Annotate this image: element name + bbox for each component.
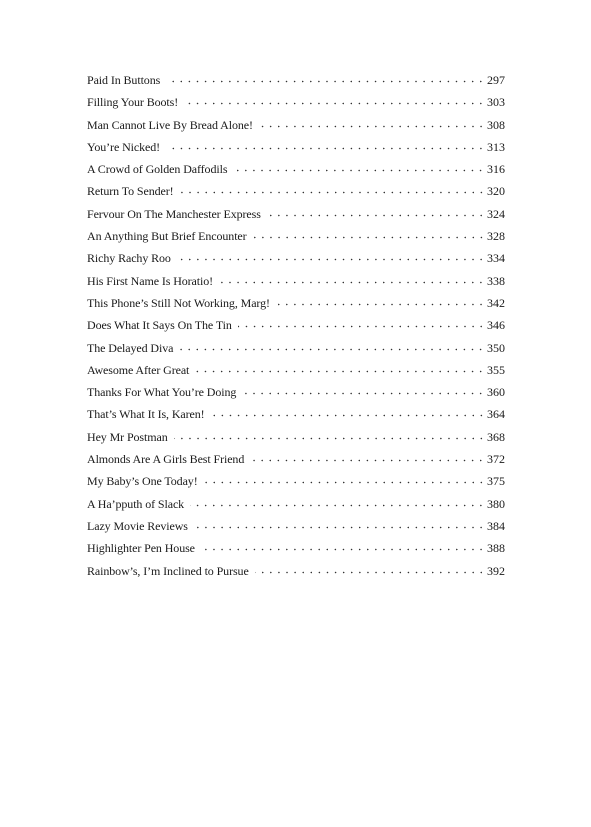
toc-entry-page-number: 297 [487, 73, 505, 87]
dot-leader [233, 160, 485, 174]
toc-entry-page-number: 364 [487, 407, 505, 422]
toc-entry [87, 315, 505, 337]
toc-entry [87, 360, 505, 382]
toc-entry-title: Paid In Buttons [87, 73, 161, 87]
toc-entry-title: Fervour On The Manchester Express [87, 206, 261, 221]
toc-entry-title: Return To Sender! [87, 184, 174, 199]
toc-entry-title: Man Cannot Live By Bread Alone! [87, 117, 253, 132]
toc-entry-page-number: 313 [487, 139, 505, 154]
toc-entry-title: Richy Rachy Roo [87, 251, 171, 266]
toc-entry-title: My Baby’s One Today! [87, 474, 198, 489]
toc-entry [87, 226, 505, 248]
toc-entry-page-number: 350 [487, 340, 505, 355]
toc-entry [87, 561, 505, 583]
toc-entry [87, 137, 505, 159]
dot-leader [177, 249, 485, 263]
table-of-contents [87, 70, 505, 583]
toc-entry-title: The Delayed Diva [87, 340, 174, 355]
toc-entry-title: A Ha’pputh of Slack [87, 496, 185, 511]
dot-leader [238, 316, 485, 330]
toc-entry [87, 248, 505, 270]
toc-entry-title: His First Name Is Horatio! [87, 273, 214, 288]
dot-leader [259, 116, 485, 130]
toc-entry-title: You’re Nicked! [87, 139, 161, 154]
dot-leader [253, 227, 485, 241]
toc-entry-page-number: 368 [487, 429, 505, 444]
dot-leader [184, 93, 485, 107]
toc-entry-page-number: 384 [487, 518, 505, 533]
dot-leader [204, 472, 485, 486]
toc-entry [87, 516, 505, 538]
toc-entry-page-number: 342 [487, 295, 505, 310]
toc-entry [87, 181, 505, 203]
toc-entry-title: Hey Mr Postman [87, 429, 168, 444]
toc-entry-title: Does What It Says On The Tin [87, 318, 232, 333]
dot-leader [242, 383, 485, 397]
toc-entry-title: That’s What It Is, Karen! [87, 407, 205, 422]
toc-entry [87, 538, 505, 560]
toc-entry-title: A Crowd of Golden Daffodils [87, 162, 228, 177]
dot-leader [180, 182, 485, 196]
toc-entry-page-number: 360 [487, 385, 505, 400]
toc-entry-page-number: 392 [487, 563, 505, 578]
toc-entry-title: This Phone’s Still Not Working, Marg! [87, 295, 270, 310]
toc-entry-page-number: 320 [487, 184, 505, 199]
toc-entry [87, 159, 505, 181]
toc-entry-page-number: 375 [487, 474, 505, 489]
dot-leader [194, 517, 485, 531]
toc-entry-page-number: 372 [487, 452, 505, 467]
dot-leader [195, 361, 485, 375]
toc-entry-title: Almonds Are A Girls Best Friend [87, 452, 245, 467]
dot-leader [211, 405, 485, 419]
dot-leader [276, 294, 485, 308]
dot-leader [166, 138, 485, 152]
dot-leader [190, 495, 485, 509]
toc-entry [87, 338, 505, 360]
toc-entry-page-number: 308 [487, 117, 505, 132]
toc-entry [87, 449, 505, 471]
toc-entry-title: Awesome After Great [87, 362, 190, 377]
toc-entry [87, 404, 505, 426]
dot-leader [219, 272, 485, 286]
toc-entry [87, 427, 505, 449]
toc-entry [87, 494, 505, 516]
toc-entry-page-number: 334 [487, 251, 505, 266]
dot-leader [166, 71, 485, 85]
toc-entry-page-number: 303 [487, 95, 505, 110]
toc-entry [87, 471, 505, 493]
dot-leader [174, 428, 485, 442]
toc-entry-page-number: 316 [487, 162, 505, 177]
toc-entry-page-number: 388 [487, 541, 505, 556]
toc-entry [87, 70, 505, 92]
dot-leader [255, 562, 485, 576]
toc-entry-page-number: 324 [487, 206, 505, 221]
toc-entry-title: Lazy Movie Reviews [87, 518, 188, 533]
dot-leader [250, 450, 485, 464]
toc-entry-title: Filling Your Boots! [87, 95, 179, 110]
toc-entry [87, 92, 505, 114]
toc-entry-page-number: 328 [487, 229, 505, 244]
toc-entry-page-number: 338 [487, 273, 505, 288]
toc-entry-title: Rainbow’s, I’m Inclined to Pursue [87, 563, 249, 578]
toc-entry-page-number: 380 [487, 496, 505, 511]
dot-leader [201, 539, 485, 553]
dot-leader [267, 205, 485, 219]
toc-entry [87, 271, 505, 293]
toc-entry-page-number: 346 [487, 318, 505, 333]
toc-entry [87, 204, 505, 226]
toc-entry-title: Thanks For What You’re Doing [87, 385, 237, 400]
toc-entry [87, 115, 505, 137]
toc-entry-page-number: 355 [487, 362, 505, 377]
toc-entry-title: Highlighter Pen House [87, 541, 195, 556]
dot-leader [179, 339, 485, 353]
toc-entry-title: An Anything But Brief Encounter [87, 229, 247, 244]
toc-entry [87, 293, 505, 315]
toc-entry [87, 382, 505, 404]
